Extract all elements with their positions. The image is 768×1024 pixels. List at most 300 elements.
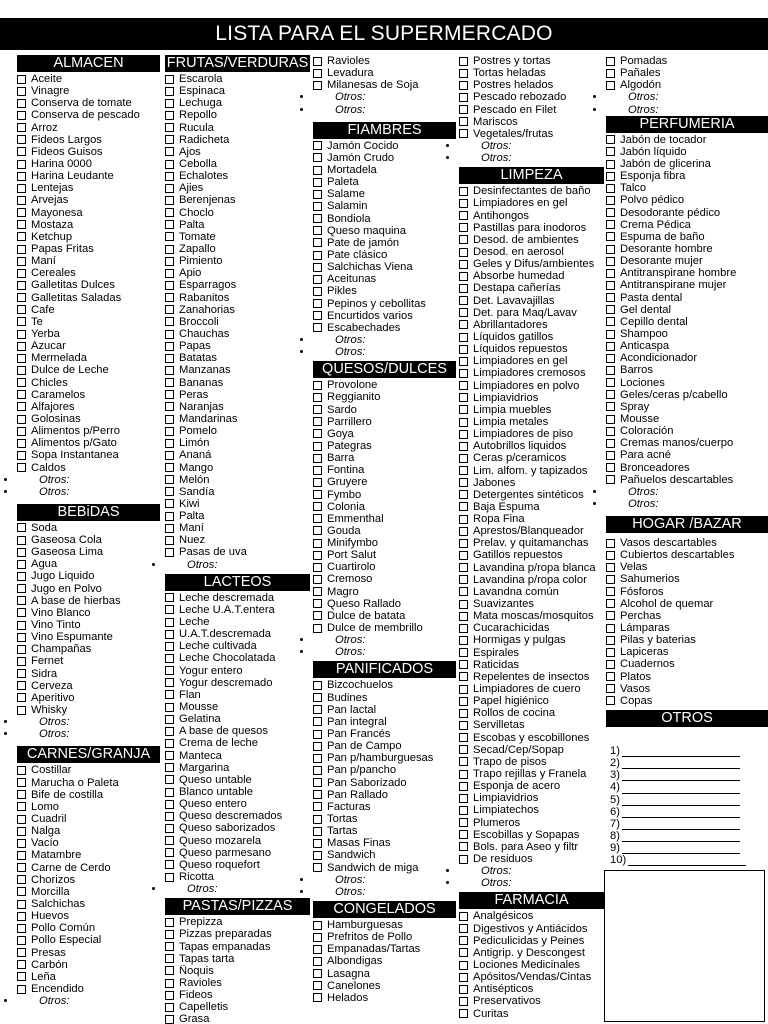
checkbox[interactable] (459, 733, 468, 742)
checkbox[interactable] (313, 778, 322, 787)
checkbox[interactable] (606, 402, 615, 411)
checkbox[interactable] (459, 129, 468, 138)
checkbox[interactable] (313, 69, 322, 78)
checkbox[interactable] (313, 429, 322, 438)
checkbox[interactable] (459, 442, 468, 451)
checkbox[interactable] (606, 611, 615, 620)
checkbox[interactable] (313, 202, 322, 211)
checkbox[interactable] (17, 208, 26, 217)
checkbox[interactable] (313, 190, 322, 199)
checkbox[interactable] (459, 357, 468, 366)
checkbox[interactable] (165, 788, 174, 797)
checkbox[interactable] (606, 172, 615, 181)
checkbox[interactable] (606, 257, 615, 266)
checkbox[interactable] (17, 257, 26, 266)
checkbox[interactable] (165, 800, 174, 809)
checkbox[interactable] (459, 333, 468, 342)
checkbox[interactable] (606, 354, 615, 363)
checkbox[interactable] (606, 81, 615, 90)
checkbox[interactable] (606, 599, 615, 608)
checkbox[interactable] (17, 354, 26, 363)
checkbox[interactable] (165, 99, 174, 108)
checkbox[interactable] (459, 770, 468, 779)
checkbox[interactable] (459, 997, 468, 1006)
checkbox[interactable] (459, 600, 468, 609)
checkbox[interactable] (165, 605, 174, 614)
checkbox[interactable] (459, 539, 468, 548)
checkbox[interactable] (165, 475, 174, 484)
checkbox[interactable] (17, 427, 26, 436)
checkbox[interactable] (313, 611, 322, 620)
checkbox[interactable] (165, 330, 174, 339)
checkbox[interactable] (606, 293, 615, 302)
checkbox[interactable] (17, 790, 26, 799)
checkbox[interactable] (313, 945, 322, 954)
checkbox[interactable] (313, 993, 322, 1002)
checkbox[interactable] (606, 475, 615, 484)
checkbox[interactable] (165, 135, 174, 144)
checkbox[interactable] (165, 257, 174, 266)
checkbox[interactable] (313, 417, 322, 426)
checkbox[interactable] (313, 681, 322, 690)
checkbox[interactable] (459, 527, 468, 536)
checkbox[interactable] (313, 466, 322, 475)
checkbox[interactable] (606, 660, 615, 669)
checkbox[interactable] (313, 214, 322, 223)
checkbox[interactable] (313, 933, 322, 942)
checkbox[interactable] (606, 160, 615, 169)
checkbox[interactable] (17, 281, 26, 290)
checkbox[interactable] (165, 678, 174, 687)
checkbox[interactable] (459, 320, 468, 329)
checkbox[interactable] (165, 548, 174, 557)
checkbox[interactable] (459, 187, 468, 196)
checkbox[interactable] (165, 415, 174, 424)
checkbox[interactable] (17, 633, 26, 642)
checkbox[interactable] (17, 778, 26, 787)
checkbox[interactable] (17, 269, 26, 278)
checkbox[interactable] (313, 863, 322, 872)
checkbox[interactable] (459, 721, 468, 730)
checkbox[interactable] (17, 147, 26, 156)
checkbox[interactable] (17, 390, 26, 399)
checkbox[interactable] (459, 235, 468, 244)
checkbox[interactable] (606, 648, 615, 657)
checkbox[interactable] (459, 211, 468, 220)
checkbox[interactable] (17, 463, 26, 472)
checkbox[interactable] (17, 172, 26, 181)
checkbox[interactable] (459, 81, 468, 90)
checkbox[interactable] (165, 499, 174, 508)
checkbox[interactable] (165, 739, 174, 748)
checkbox[interactable] (606, 684, 615, 693)
checkbox[interactable] (313, 717, 322, 726)
checkbox[interactable] (459, 782, 468, 791)
checkbox[interactable] (459, 973, 468, 982)
checkbox[interactable] (606, 624, 615, 633)
checkbox[interactable] (165, 836, 174, 845)
checkbox[interactable] (165, 775, 174, 784)
checkbox[interactable] (17, 523, 26, 532)
checkbox[interactable] (313, 815, 322, 824)
checkbox[interactable] (606, 451, 615, 460)
checkbox[interactable] (459, 93, 468, 102)
checkbox[interactable] (17, 887, 26, 896)
checkbox[interactable] (17, 875, 26, 884)
checkbox[interactable] (606, 366, 615, 375)
checkbox[interactable] (459, 260, 468, 269)
checkbox[interactable] (606, 57, 615, 66)
checkbox[interactable] (165, 293, 174, 302)
checkbox[interactable] (313, 263, 322, 272)
checkbox[interactable] (17, 184, 26, 193)
checkbox[interactable] (606, 147, 615, 156)
checkbox[interactable] (165, 860, 174, 869)
checkbox[interactable] (459, 117, 468, 126)
checkbox[interactable] (165, 75, 174, 84)
checkbox[interactable] (165, 524, 174, 533)
checkbox[interactable] (165, 966, 174, 975)
checkbox[interactable] (459, 490, 468, 499)
checkbox[interactable] (459, 818, 468, 827)
checkbox[interactable] (459, 466, 468, 475)
checkbox[interactable] (313, 226, 322, 235)
checkbox[interactable] (165, 160, 174, 169)
checkbox[interactable] (459, 223, 468, 232)
checkbox[interactable] (17, 305, 26, 314)
checkbox[interactable] (17, 111, 26, 120)
checkbox[interactable] (17, 912, 26, 921)
checkbox[interactable] (459, 478, 468, 487)
checkbox[interactable] (313, 238, 322, 247)
checkbox[interactable] (459, 296, 468, 305)
write-in-line[interactable] (622, 760, 740, 769)
checkbox[interactable] (459, 551, 468, 560)
checkbox[interactable] (165, 991, 174, 1000)
checkbox[interactable] (313, 969, 322, 978)
checkbox[interactable] (606, 390, 615, 399)
checkbox[interactable] (17, 584, 26, 593)
checkbox[interactable] (459, 57, 468, 66)
checkbox[interactable] (313, 514, 322, 523)
checkbox[interactable] (17, 863, 26, 872)
checkbox[interactable] (17, 439, 26, 448)
checkbox[interactable] (459, 199, 468, 208)
checkbox[interactable] (313, 502, 322, 511)
checkbox[interactable] (313, 166, 322, 175)
write-in-line[interactable] (622, 748, 740, 757)
checkbox[interactable] (165, 751, 174, 760)
checkbox[interactable] (459, 248, 468, 257)
checkbox[interactable] (313, 442, 322, 451)
checkbox[interactable] (17, 766, 26, 775)
checkbox[interactable] (165, 979, 174, 988)
checkbox[interactable] (17, 706, 26, 715)
checkbox[interactable] (17, 900, 26, 909)
checkbox[interactable] (313, 827, 322, 836)
write-in-line[interactable] (622, 845, 740, 854)
checkbox[interactable] (606, 439, 615, 448)
checkbox[interactable] (313, 311, 322, 320)
checkbox[interactable] (17, 293, 26, 302)
checkbox[interactable] (606, 696, 615, 705)
checkbox[interactable] (459, 502, 468, 511)
checkbox[interactable] (459, 636, 468, 645)
checkbox[interactable] (313, 575, 322, 584)
checkbox[interactable] (606, 317, 615, 326)
checkbox[interactable] (313, 981, 322, 990)
checkbox[interactable] (459, 515, 468, 524)
checkbox[interactable] (165, 317, 174, 326)
checkbox[interactable] (459, 345, 468, 354)
checkbox[interactable] (313, 287, 322, 296)
checkbox[interactable] (459, 985, 468, 994)
checkbox[interactable] (459, 1009, 468, 1018)
checkbox[interactable] (165, 366, 174, 375)
checkbox[interactable] (459, 575, 468, 584)
write-in-line[interactable] (622, 821, 740, 830)
checkbox[interactable] (606, 330, 615, 339)
checkbox[interactable] (459, 924, 468, 933)
checkbox[interactable] (606, 196, 615, 205)
checkbox[interactable] (459, 648, 468, 657)
checkbox[interactable] (459, 612, 468, 621)
checkbox[interactable] (459, 430, 468, 439)
checkbox[interactable] (606, 587, 615, 596)
checkbox[interactable] (165, 196, 174, 205)
checkbox[interactable] (17, 948, 26, 957)
checkbox[interactable] (313, 587, 322, 596)
checkbox[interactable] (459, 855, 468, 864)
checkbox[interactable] (165, 390, 174, 399)
checkbox[interactable] (313, 705, 322, 714)
checkbox[interactable] (606, 281, 615, 290)
checkbox[interactable] (165, 172, 174, 181)
checkbox[interactable] (313, 921, 322, 930)
checkbox[interactable] (313, 141, 322, 150)
checkbox[interactable] (459, 757, 468, 766)
checkbox[interactable] (165, 763, 174, 772)
checkbox[interactable] (459, 948, 468, 957)
checkbox[interactable] (17, 366, 26, 375)
checkbox[interactable] (17, 560, 26, 569)
checkbox[interactable] (459, 842, 468, 851)
checkbox[interactable] (17, 936, 26, 945)
checkbox[interactable] (17, 232, 26, 241)
checkbox[interactable] (313, 766, 322, 775)
write-in-line[interactable] (622, 772, 740, 781)
checkbox[interactable] (313, 624, 322, 633)
checkbox[interactable] (17, 135, 26, 144)
checkbox[interactable] (459, 830, 468, 839)
checkbox[interactable] (165, 439, 174, 448)
checkbox[interactable] (313, 393, 322, 402)
checkbox[interactable] (606, 539, 615, 548)
checkbox[interactable] (165, 918, 174, 927)
checkbox[interactable] (459, 284, 468, 293)
checkbox[interactable] (459, 105, 468, 114)
checkbox[interactable] (165, 1003, 174, 1012)
checkbox[interactable] (313, 957, 322, 966)
checkbox[interactable] (17, 960, 26, 969)
checkbox[interactable] (313, 454, 322, 463)
checkbox[interactable] (17, 123, 26, 132)
checkbox[interactable] (459, 69, 468, 78)
write-in-line[interactable] (622, 797, 740, 806)
write-in-line[interactable] (622, 785, 740, 794)
checkbox[interactable] (165, 378, 174, 387)
checkbox[interactable] (459, 405, 468, 414)
checkbox[interactable] (313, 251, 322, 260)
checkbox[interactable] (165, 954, 174, 963)
checkbox[interactable] (459, 697, 468, 706)
checkbox[interactable] (459, 745, 468, 754)
checkbox[interactable] (459, 308, 468, 317)
checkbox[interactable] (17, 378, 26, 387)
checkbox[interactable] (313, 299, 322, 308)
checkbox[interactable] (165, 690, 174, 699)
checkbox[interactable] (17, 245, 26, 254)
checkbox[interactable] (17, 451, 26, 460)
checkbox[interactable] (165, 812, 174, 821)
checkbox[interactable] (17, 342, 26, 351)
checkbox[interactable] (606, 220, 615, 229)
checkbox[interactable] (165, 451, 174, 460)
checkbox[interactable] (313, 563, 322, 572)
checkbox[interactable] (17, 402, 26, 411)
checkbox[interactable] (459, 393, 468, 402)
checkbox[interactable] (165, 123, 174, 132)
checkbox[interactable] (313, 754, 322, 763)
checkbox[interactable] (606, 551, 615, 560)
checkbox[interactable] (17, 330, 26, 339)
checkbox[interactable] (165, 512, 174, 521)
checkbox[interactable] (165, 269, 174, 278)
checkbox[interactable] (17, 851, 26, 860)
checkbox[interactable] (606, 415, 615, 424)
checkbox[interactable] (165, 642, 174, 651)
checkbox[interactable] (313, 790, 322, 799)
checkbox[interactable] (165, 1015, 174, 1024)
checkbox[interactable] (313, 490, 322, 499)
checkbox[interactable] (165, 848, 174, 857)
checkbox[interactable] (313, 851, 322, 860)
checkbox[interactable] (606, 575, 615, 584)
checkbox[interactable] (606, 563, 615, 572)
checkbox[interactable] (313, 539, 322, 548)
checkbox[interactable] (606, 342, 615, 351)
checkbox[interactable] (165, 354, 174, 363)
notes-box[interactable] (604, 870, 765, 1022)
checkbox[interactable] (606, 636, 615, 645)
checkbox[interactable] (165, 463, 174, 472)
checkbox[interactable] (313, 693, 322, 702)
checkbox[interactable] (17, 839, 26, 848)
checkbox[interactable] (459, 454, 468, 463)
checkbox[interactable] (459, 624, 468, 633)
write-in-line[interactable] (622, 833, 740, 842)
checkbox[interactable] (606, 672, 615, 681)
checkbox[interactable] (165, 402, 174, 411)
checkbox[interactable] (313, 551, 322, 560)
checkbox[interactable] (165, 342, 174, 351)
checkbox[interactable] (459, 672, 468, 681)
checkbox[interactable] (17, 572, 26, 581)
checkbox[interactable] (17, 815, 26, 824)
checkbox[interactable] (165, 727, 174, 736)
checkbox[interactable] (165, 232, 174, 241)
checkbox[interactable] (17, 669, 26, 678)
checkbox[interactable] (313, 178, 322, 187)
checkbox[interactable] (459, 418, 468, 427)
checkbox[interactable] (165, 220, 174, 229)
checkbox[interactable] (165, 487, 174, 496)
checkbox[interactable] (17, 924, 26, 933)
checkbox[interactable] (165, 87, 174, 96)
checkbox[interactable] (17, 802, 26, 811)
checkbox[interactable] (459, 961, 468, 970)
checkbox[interactable] (165, 930, 174, 939)
checkbox[interactable] (17, 87, 26, 96)
checkbox[interactable] (606, 427, 615, 436)
checkbox[interactable] (459, 660, 468, 669)
checkbox[interactable] (17, 317, 26, 326)
checkbox[interactable] (459, 272, 468, 281)
checkbox[interactable] (165, 305, 174, 314)
checkbox[interactable] (17, 596, 26, 605)
checkbox[interactable] (459, 685, 468, 694)
checkbox[interactable] (17, 196, 26, 205)
checkbox[interactable] (17, 548, 26, 557)
checkbox[interactable] (17, 972, 26, 981)
checkbox[interactable] (17, 160, 26, 169)
checkbox[interactable] (313, 599, 322, 608)
checkbox[interactable] (165, 281, 174, 290)
checkbox[interactable] (313, 730, 322, 739)
checkbox[interactable] (459, 936, 468, 945)
checkbox[interactable] (165, 873, 174, 882)
checkbox[interactable] (313, 153, 322, 162)
checkbox[interactable] (165, 715, 174, 724)
checkbox[interactable] (606, 245, 615, 254)
checkbox[interactable] (606, 463, 615, 472)
write-in-line[interactable] (628, 857, 746, 866)
checkbox[interactable] (17, 220, 26, 229)
checkbox[interactable] (17, 693, 26, 702)
checkbox[interactable] (165, 427, 174, 436)
checkbox[interactable] (17, 985, 26, 994)
checkbox[interactable] (459, 709, 468, 718)
checkbox[interactable] (606, 269, 615, 278)
checkbox[interactable] (606, 135, 615, 144)
checkbox[interactable] (313, 57, 322, 66)
checkbox[interactable] (459, 369, 468, 378)
checkbox[interactable] (313, 526, 322, 535)
checkbox[interactable] (606, 378, 615, 387)
checkbox[interactable] (165, 654, 174, 663)
write-in-line[interactable] (622, 809, 740, 818)
checkbox[interactable] (165, 184, 174, 193)
checkbox[interactable] (459, 587, 468, 596)
checkbox[interactable] (606, 208, 615, 217)
checkbox[interactable] (459, 381, 468, 390)
checkbox[interactable] (165, 824, 174, 833)
checkbox[interactable] (313, 405, 322, 414)
checkbox[interactable] (313, 275, 322, 284)
checkbox[interactable] (313, 802, 322, 811)
checkbox[interactable] (17, 621, 26, 630)
checkbox[interactable] (17, 657, 26, 666)
